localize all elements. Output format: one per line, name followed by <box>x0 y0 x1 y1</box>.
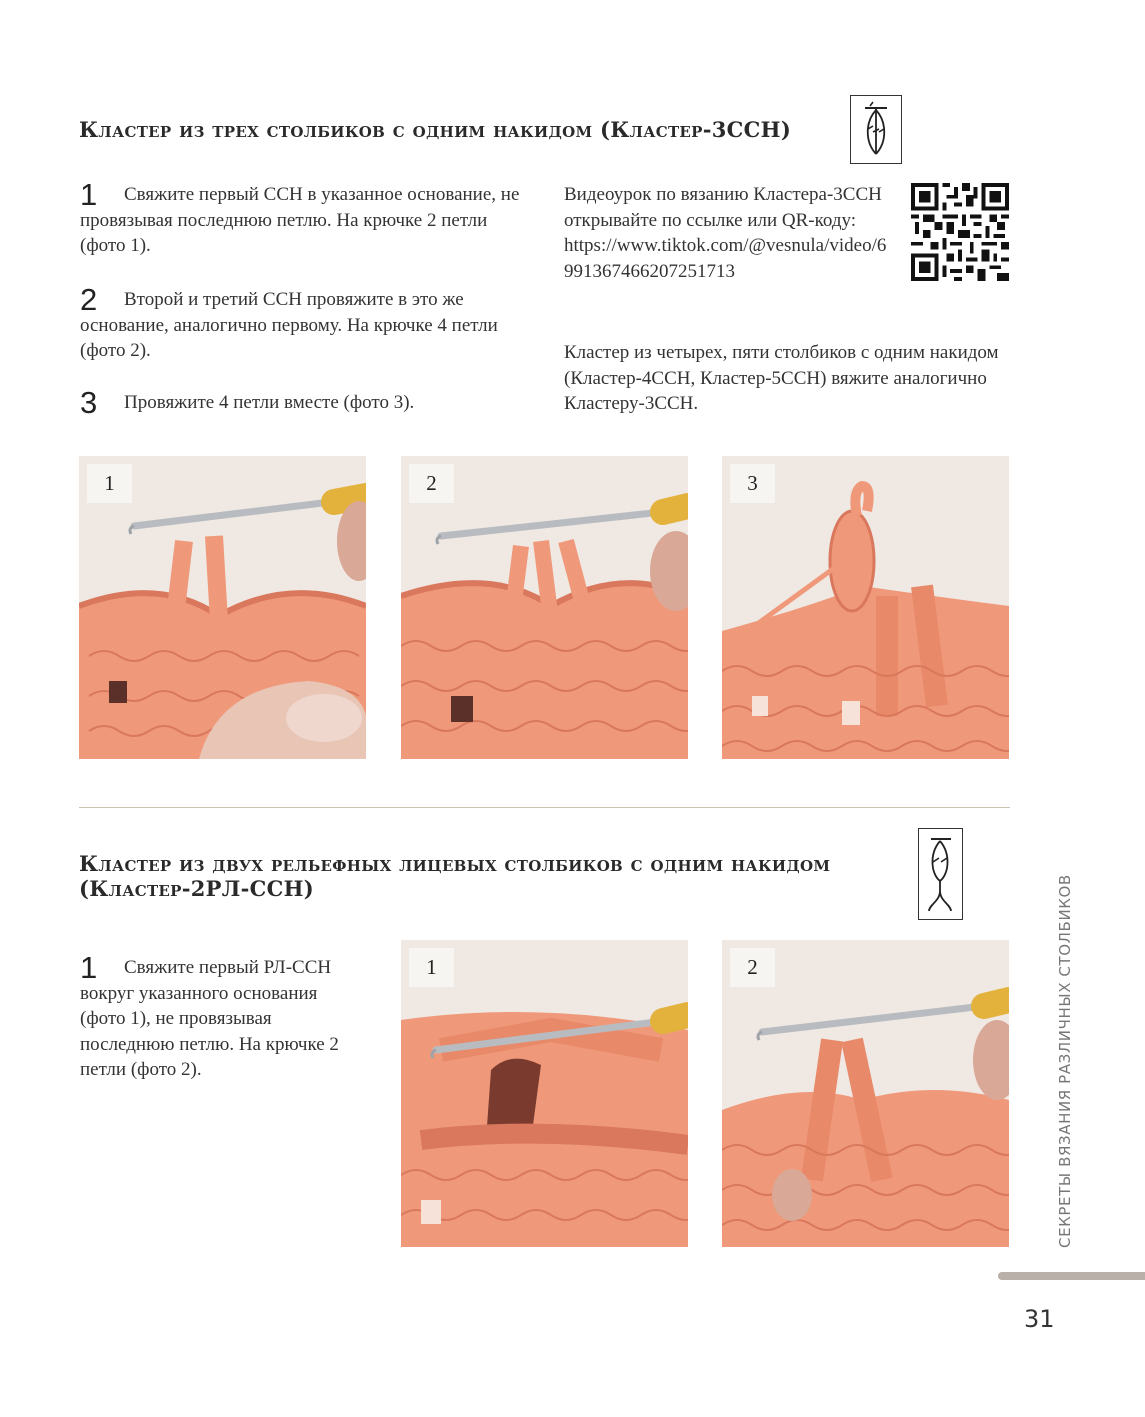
relief-cluster-symbol-icon <box>918 828 963 920</box>
section2-title: Кластер из двух рельефных лицевых столбиков с одним накидом (Кластер-2РЛ-ССН) <box>79 851 831 901</box>
qr-code-icon[interactable] <box>911 183 1009 281</box>
section1-step-2 <box>80 282 525 364</box>
photo2-step-1 <box>401 940 688 1247</box>
section1-step-3 <box>80 385 525 420</box>
sidebar-chapter-title: СЕКРЕТЫ ВЯЗАНИЯ РАЗЛИЧНЫХ СТОЛБИКОВ <box>1056 874 1074 1248</box>
photo-label: 1 <box>87 464 132 503</box>
step-number: 1 <box>80 950 98 985</box>
step-text: Свяжите первый РЛ-ССН вокруг указанного основания (фото 1), не провязывая последнюю петлю. На крючке 2 петли (фото 2). <box>80 957 339 1080</box>
cluster-note: Кластер из четырех, пяти столбиков с одним накидом (Кластер-4ССН, Кластер-5ССН) вяжите аналогично Кластеру-3ССН. <box>564 342 999 414</box>
photo-step-3 <box>722 456 1009 759</box>
photo-step-2 <box>401 456 688 759</box>
photo-step-1 <box>79 456 366 759</box>
video-link[interactable]: https://www.tiktok.com/@vesnula/video/6991367466207251713 <box>564 235 887 282</box>
photo2-step-2 <box>722 940 1009 1247</box>
step-text: Второй и третий ССН провяжите в это же основание, аналогично первому. На крючке 4 петли (фото 2). <box>80 289 498 361</box>
step-text: Провяжите 4 петли вместе (фото 3). <box>124 392 415 413</box>
section-divider <box>79 807 1010 808</box>
step-number: 1 <box>80 177 98 212</box>
step-number: 3 <box>80 385 98 420</box>
sidebar-tab-bar <box>998 1272 1145 1280</box>
photo-label: 3 <box>730 464 775 503</box>
photo-label: 2 <box>409 464 454 503</box>
step-number: 2 <box>80 282 98 317</box>
video-lesson-text: Видеоурок по вязанию Кластера-3ССН открывайте по ссылке или QR-коду: https://www.tiktok.com/@vesnula/video/6991367466207251713 <box>564 184 887 282</box>
photo-label: 1 <box>409 948 454 987</box>
section1-step-1 <box>80 177 525 259</box>
cluster-3-symbol-icon <box>850 95 902 164</box>
section2-step-1 <box>80 950 360 1083</box>
photo-label: 2 <box>730 948 775 987</box>
step-text: Свяжите первый ССН в указанное основание, не провязывая последнюю петлю. На крючке 2 петли (фото 1). <box>80 184 520 256</box>
section1-title: Кластер из трех столбиков с одним накидом (Кластер-3ССН) <box>79 117 792 142</box>
page-number: 31 <box>1024 1305 1055 1333</box>
